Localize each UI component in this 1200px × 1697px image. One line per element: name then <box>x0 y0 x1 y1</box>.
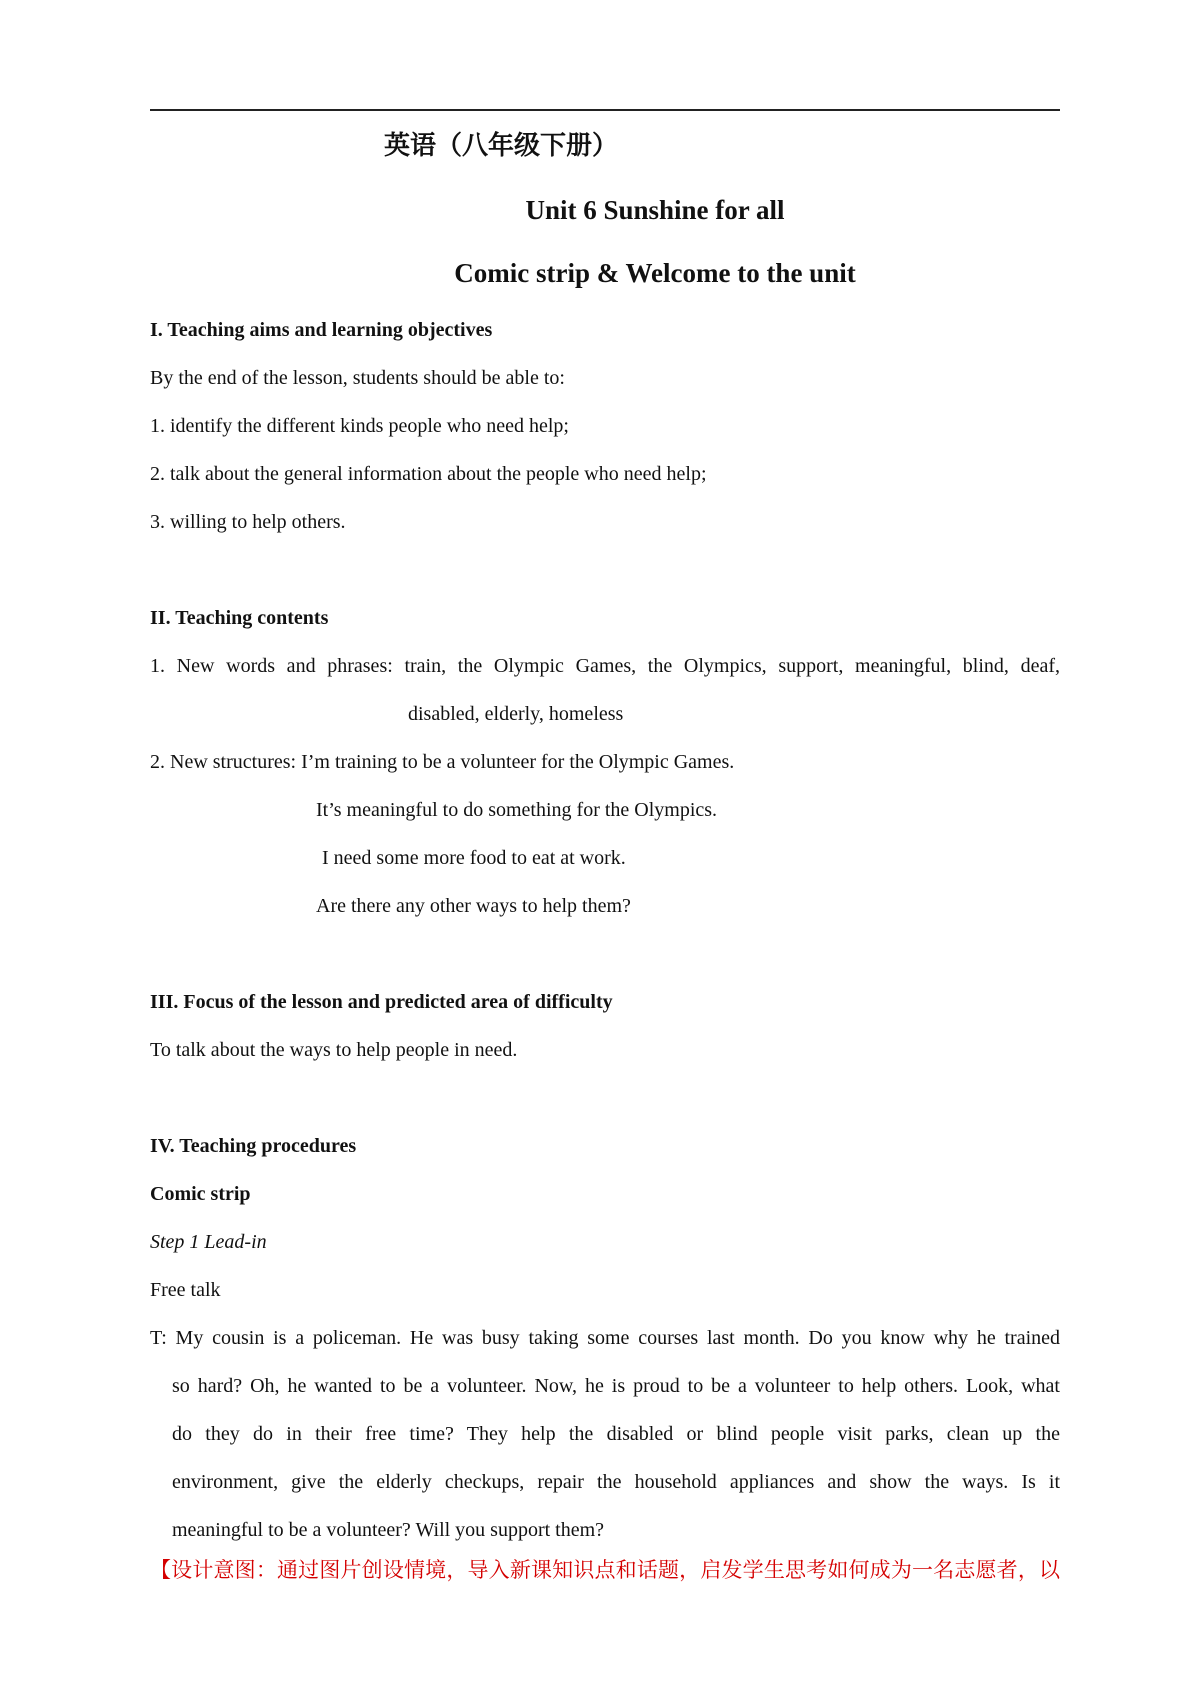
structure-line: 2. New structures: I’m training to be a volunteer for the Olympic Games. <box>150 751 735 773</box>
header-rule <box>150 109 1060 111</box>
aims-item: 3. willing to help others. <box>150 511 346 533</box>
section-heading-focus: III. Focus of the lesson and predicted area of difficulty <box>150 991 613 1013</box>
section-heading-aims: I. Teaching aims and learning objectives <box>150 319 493 341</box>
aims-item: 2. talk about the general information about the people who need help; <box>150 463 707 485</box>
unit-title: Unit 6 Sunshine for all <box>525 195 785 225</box>
new-words-line: 1. New words and phrases: train, the Olympic Games, the Olympics, support, meaningful, blind, deaf, <box>150 655 1060 677</box>
teacher-line: so hard? Oh, he wanted to be a volunteer. Now, he is proud to be a volunteer to help others. Look, what <box>172 1375 1060 1397</box>
lesson-title: Comic strip & Welcome to the unit <box>454 258 856 288</box>
teacher-line: environment, give the elderly checkups, repair the household appliances and show the ways. Is it <box>172 1471 1060 1493</box>
focus-text: To talk about the ways to help people in need. <box>150 1039 518 1061</box>
structure-line: Are there any other ways to help them? <box>316 895 631 917</box>
aims-intro: By the end of the lesson, students should be able to: <box>150 367 565 389</box>
section-heading-contents: II. Teaching contents <box>150 607 329 629</box>
step-title: Step 1 Lead-in <box>150 1231 267 1253</box>
aims-item: 1. identify the different kinds people who need help; <box>150 415 569 437</box>
structure-line: I need some more food to eat at work. <box>322 847 626 869</box>
teacher-line: do they do in their free time? They help the disabled or blind people visit parks, clean up the <box>172 1423 1060 1445</box>
design-note: 【设计意图：通过图片创设情境，导入新课知识点和话题，启发学生思考如何成为一名志愿者，以 <box>150 1558 1060 1582</box>
teacher-line: meaningful to be a volunteer? Will you support them? <box>172 1519 605 1541</box>
procedures-subheading: Comic strip <box>150 1183 251 1205</box>
section-heading-procedures: IV. Teaching procedures <box>150 1135 357 1157</box>
subject-title: 英语（八年级下册） <box>384 131 619 161</box>
new-words-line-continued: disabled, elderly, homeless <box>408 703 624 725</box>
activity-label: Free talk <box>150 1279 221 1301</box>
teacher-line: T: My cousin is a policeman. He was busy taking some courses last month. Do you know why he trained <box>150 1327 1060 1349</box>
structure-line: It’s meaningful to do something for the Olympics. <box>316 799 718 821</box>
